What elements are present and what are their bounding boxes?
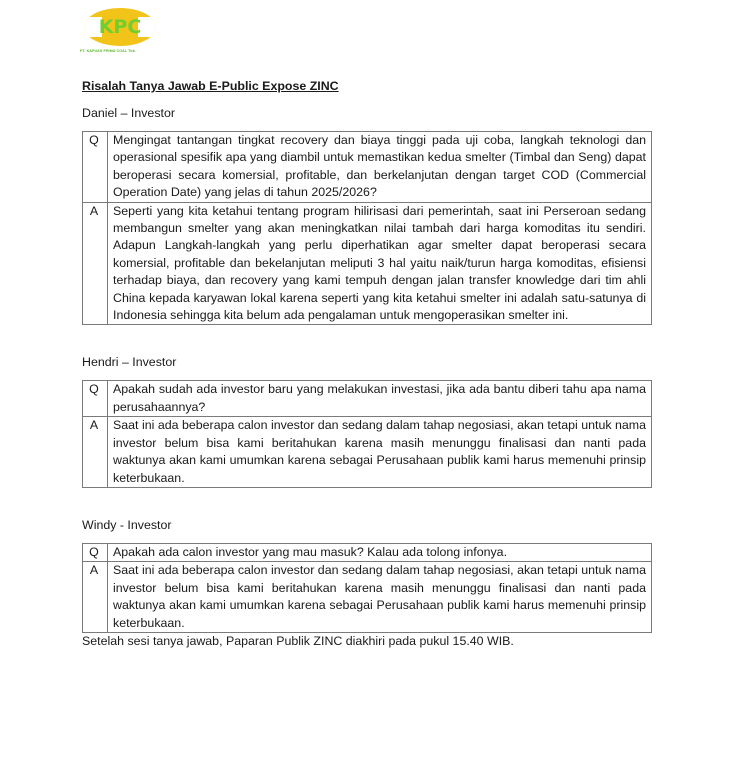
a-label: A [83,417,108,488]
logo-oval [84,8,156,46]
qa-table [82,380,652,487]
q-label: Q [83,543,108,561]
speaker-label: Windy - Investor [82,517,172,532]
question-row [83,132,652,203]
question-row [83,543,652,561]
answer-row [83,202,652,325]
answer-row [83,417,652,488]
question-text: Apakah ada calon investor yang mau masuk? Kalau ada tolong infonya. [108,543,652,561]
qa-table [82,131,652,325]
a-label: A [83,562,108,633]
question-row [83,381,652,417]
a-label: A [83,202,108,325]
question-text: Apakah sudah ada investor baru yang melakukan investasi, jika ada bantu diberi tahu apa nama perusahaannya? [108,381,652,417]
speaker-label: Daniel – Investor [82,106,175,120]
speaker-label: Hendri – Investor [82,355,177,370]
answer-text: Seperti yang kita ketahui tentang program hilirisasi dari pemerintah, saat ini Perseroan sedang membangun smelter yang akan meningkatkan nilai tambah dari harga komoditas itu sendiri. Adapun Langkah-langkah yang perlu diperhatikan agar smelter dapat beroperasi secara komersial, profitable dan bekelanjutan meliputi 3 hal yaitu naik/turun harga komoditas, efisiensi terhadap biaya, dan recovery yang kami tempuh dengan jalan transfer knowledge dari tim ahli China kepada karyawan lokal karena seperti yang kita ketahui smelter ini adalah satu-satunya di Indonesia sehingga kita belum ada pengalaman untuk mengoperasikan smelter ini. [108,202,652,325]
question-text: Mengingat tantangan tingkat recovery dan biaya tinggi pada uji coba, langkah teknologi dan operasional spesifik apa yang diambil untuk memastikan kedua smelter (Timbal dan Seng) dapat beroperasi secara komersial, profitable, dan berkelanjutan dengan target COD (Commercial Operation Date) yang jelas di tahun 2025/2026? [108,132,652,203]
qa-table [82,543,652,633]
document-body [82,78,652,650]
document-title: Risalah Tanya Jawab E-Public Expose ZINC [82,79,339,93]
logo-text: KPC [98,16,142,38]
answer-text: Saat ini ada beberapa calon investor dan sedang dalam tahap negosiasi, akan tetapi untuk nama investor belum bisa kami beritahukan karena masih menunggu finalisasi dan nanti pada waktunya akan kami umumkan karena sebagai Perusahaan publik kami harus memenuhi prinsip keterbukaan. [108,562,652,633]
company-logo [80,8,160,56]
q-label: Q [83,132,108,203]
answer-text: Saat ini ada beberapa calon investor dan sedang dalam tahap negosiasi, akan tetapi untuk nama investor belum bisa kami beritahukan karena masih menunggu finalisasi dan nanti pada waktunya akan kami umumkan karena sebagai Perusahaan publik kami harus memenuhi prinsip keterbukaan. [108,417,652,488]
closing-statement: Setelah sesi tanya jawab, Paparan Publik ZINC diakhiri pada pukul 15.40 WIB. [82,633,514,648]
logo-subtitle: PT. KAPUAS PRIMA COAL Tbk. [80,49,136,53]
answer-row [83,562,652,633]
q-label: Q [83,381,108,417]
